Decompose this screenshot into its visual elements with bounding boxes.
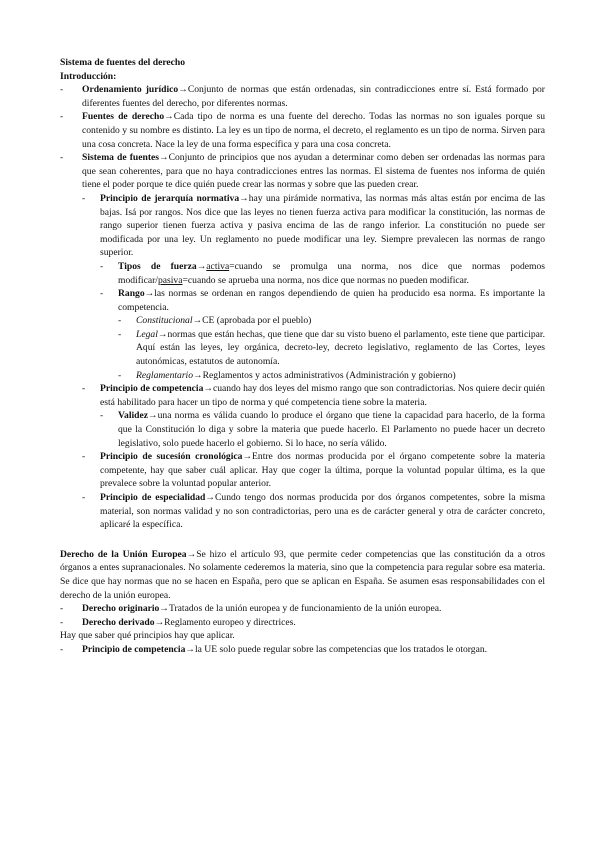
list-item-constitucional (60, 314, 545, 328)
paragraph-ue (60, 548, 545, 602)
list-item-fuerza (60, 260, 545, 287)
list-item-reglamentario (60, 369, 545, 383)
arrow: → (196, 260, 207, 272)
list-item-originario (60, 602, 545, 616)
arrow: → (148, 410, 158, 422)
bullet-dash: - (60, 111, 64, 123)
list-item-ordenamiento (60, 83, 545, 110)
arrow: → (203, 383, 213, 395)
arrow: → (159, 603, 169, 615)
term-jerarquia: Principio de jerarquía normativa (100, 192, 240, 204)
bullet-dash: - (82, 451, 86, 463)
term-especialidad: Principio de especialidad (100, 492, 206, 503)
definition-constitucional: CE (aprobada por el pueblo) (202, 315, 312, 327)
definition-reglamentario: Reglamentos y actos administrativos (Administración y gobierno) (202, 369, 456, 381)
arrow: → (242, 451, 253, 463)
word-activa: activa (206, 260, 230, 272)
bullet-dash: - (82, 383, 86, 395)
bullet-dash: - (100, 410, 104, 422)
bullet-dash: - (60, 152, 64, 164)
term-rango: Rango (118, 288, 145, 300)
definition-sistema: Conjunto de principios que nos ayudan a determinar como deben ser ordenadas las normas para que sean coherentes, para que no haya contradicciones entres las normas. El sistema de fuentes nos informa de quién tiene el poder porque te dice quién puede crear las normas y sobre que las pueden crear. (82, 152, 545, 191)
intro-heading: Introducción: (60, 70, 117, 82)
term-sucesion: Principio de sucesión cronológica (100, 451, 243, 463)
list-item-especialidad (60, 491, 545, 532)
arrow: → (205, 492, 215, 503)
term-reglamentario: Reglamentario (136, 369, 194, 381)
list-item-sistema (60, 151, 545, 192)
term-originario: Derecho originario (82, 603, 160, 615)
definition-activa: =cuando se promulga una norma, nos dice que normas podemos modificar/ (118, 260, 545, 286)
list-item-competencia-ue (60, 643, 545, 657)
term-competencia: Principio de competencia (100, 383, 204, 395)
bullet-dash: - (60, 84, 64, 96)
term-derivado: Derecho derivado (82, 616, 155, 628)
bullet-dash: - (118, 328, 122, 340)
page-title: Sistema de fuentes del derecho (60, 57, 186, 68)
term-fuentes: Fuentes de derecho (82, 111, 165, 123)
term-fuerza: Tipos de fuerza (118, 260, 197, 272)
arrow: → (159, 152, 169, 164)
term-validez: Validez (118, 410, 149, 422)
document-page (60, 56, 545, 657)
term-legal: Legal (136, 328, 158, 340)
list-item-rango (60, 287, 545, 314)
bullet-dash: - (100, 260, 104, 272)
definition-pasiva: =cuando se aprueba una norma, nos dice que normas no pueden modificar. (182, 274, 469, 286)
term-ue: Derecho de la Unión Europea (60, 548, 187, 560)
definition-ue: Se hizo el artículo 93, que permite ceder competencias que las constitución da a otros órganos a entes supranacionales. No solamente cederemos la materia, sino que la competencia para regular sobre esa materia. Se dice que hay normas que no se hacen en España, pero que se aplican en España. Se asumen esas responsabilidades con el derecho de la unión europea. (60, 548, 545, 601)
bullet-dash: - (82, 492, 86, 503)
bullet-dash: - (82, 192, 86, 204)
arrow: → (239, 192, 249, 204)
definition-legal: normas que están hechas, que tiene que dar su visto bueno el parlamento, este tiene que participar. Aquí están las leyes, ley orgánica, decreto-ley, decreto legislativo, reglamento de las Cortes, leyes autonómicas, estatutos de autonomía. (136, 328, 545, 368)
definition-competencia: cuando hay dos leyes del mismo rango que son contradictorias. Nos quiere decir quién está habilitado para hacer un tipo de norma y qué competencia tiene sobre la materia. (100, 383, 545, 408)
principios-intro: Hay que saber qué principios hay que aplicar. (60, 630, 235, 642)
arrow: → (157, 328, 168, 340)
arrow: → (144, 288, 155, 300)
definition-especialidad: Cundo tengo dos normas producida por dos órganos competentes, sobre la misma material, son normas validad y no son contradictorias, pero una es de carácter general y otra de carácter concreto, aplicaré la específica. (100, 492, 545, 531)
arrow: → (164, 111, 174, 123)
arrow: → (193, 369, 203, 381)
list-item-validez (60, 409, 545, 450)
term-sistema: Sistema de fuentes (82, 152, 160, 164)
arrow: → (186, 548, 197, 560)
list-item-sucesion (60, 450, 545, 491)
arrow: → (185, 643, 195, 655)
definition-fuentes: Cada tipo de norma es una fuente del derecho. Todas las normas no son iguales porque su contenido y su nombre es distinto. La ley es un tipo de norma, el decreto, el reglamento es un tipo de norma. Sirven para una cosa concreta. Nace la ley de una forma específica y para una cosa concreta. (82, 111, 545, 150)
list-item-jerarquia (60, 192, 545, 260)
bullet-dash: - (118, 315, 122, 327)
term-ordenamiento: Ordenamiento jurídico (82, 84, 179, 96)
term-constitucional: Constitucional (136, 315, 193, 327)
term-competencia-ue: Principio de competencia (82, 643, 186, 655)
word-pasiva: pasiva (157, 274, 183, 286)
arrow: → (154, 616, 165, 628)
list-item-fuentes (60, 110, 545, 151)
arrow: → (192, 315, 203, 327)
list-item-competencia (60, 382, 545, 409)
bullet-dash: - (60, 643, 64, 655)
arrow: → (178, 84, 188, 96)
definition-sucesion: Entre dos normas producida por el órgano competente sobre la materia competente, hay que saber cuál aplicar. Hay que coger la última, porque la voluntad popular última, es la que prevalece sobre la voluntad popular anterior. (100, 451, 546, 490)
bullet-dash: - (100, 288, 104, 300)
definition-derivado: Reglamento europeo y directrices. (164, 616, 296, 628)
definition-rango: las normas se ordenan en rangos dependiendo de quien ha producido esa norma. Es importante la competencia. (118, 288, 545, 313)
definition-validez: una norma es válida cuando lo produce el órgano que tiene la capacidad para hacerlo, de la forma que la Constitución lo diga y sobre la materia que puede hacerlo. El Parlamento no puede hacer un decreto legislativo, solo puede hacerlo el gobierno. Si lo hace, no sería válido. (118, 410, 545, 449)
definition-competencia-ue: la UE solo puede regular sobre las competencias que los tratados le otorgan. (194, 643, 488, 655)
list-item-legal (60, 328, 545, 369)
bullet-dash: - (60, 603, 64, 615)
bullet-dash: - (60, 616, 64, 628)
spacer (60, 532, 545, 548)
list-item-derivado (60, 616, 545, 630)
bullet-dash: - (118, 369, 122, 381)
definition-ordenamiento: Conjunto de normas que están ordenadas, sin contradicciones entre sí. Está formado por diferentes fuentes del derecho, por diferentes normas. (82, 84, 545, 109)
definition-jerarquia: hay una pirámide normativa, las normas más altas están por encima de las bajas. Isá por rangos. Nos dice que las leyes no tienen fuerza activa para modificar la constitución, las normas de rango superior tienen fuerza activa y pasiva encima de las de rango inferior. La constitución no puede ser modificada por una ley. Un reglamento no puede modificar una ley. Siempre prevalecen las normas de rango superior. (100, 192, 545, 259)
definition-originario: Tratados de la unión europea y de funcionamiento de la unión europea. (168, 603, 442, 615)
